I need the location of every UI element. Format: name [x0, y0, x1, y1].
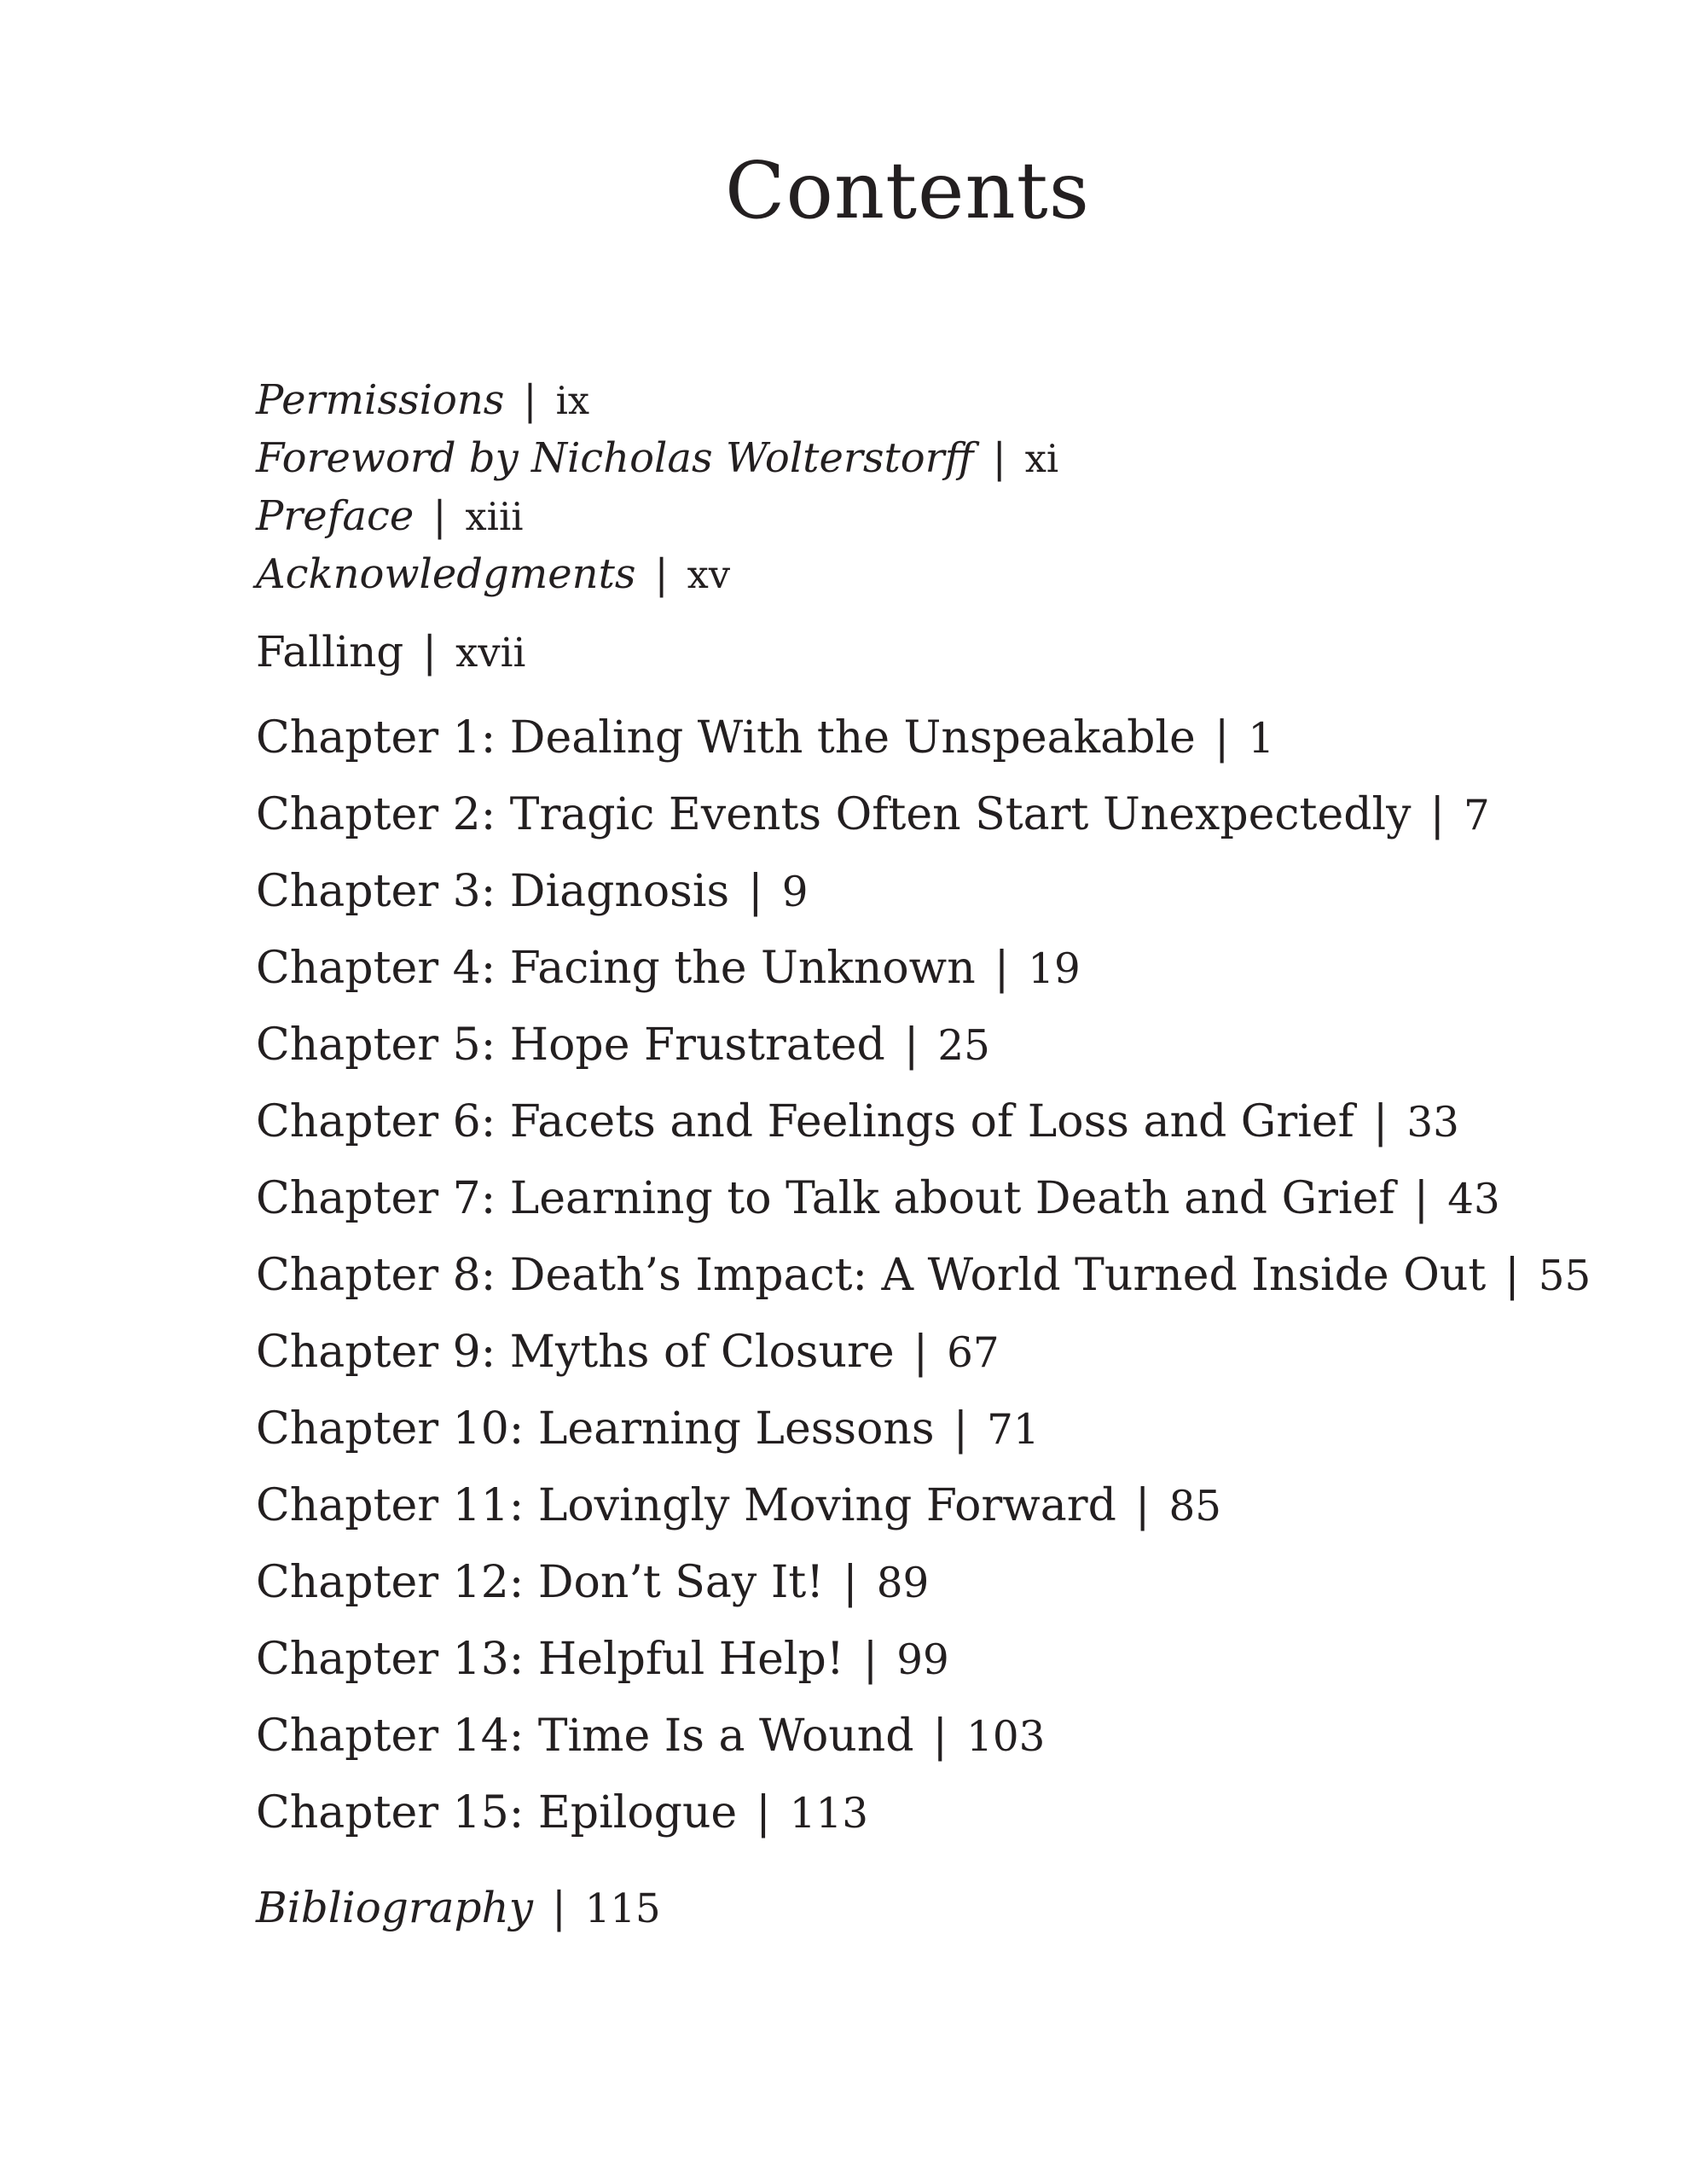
entry-label: Chapter 3: Diagnosis: [256, 866, 730, 917]
entry-label: Chapter 10: Learning Lessons: [256, 1403, 935, 1455]
falling-section: [256, 627, 1663, 716]
toc-entry-chapter-1[interactable]: [256, 712, 1663, 793]
entry-separator: |: [756, 1787, 771, 1838]
toc-entry-chapter-8[interactable]: [256, 1250, 1663, 1330]
entry-label: Acknowledgments: [256, 550, 636, 598]
toc-entry-chapter-15[interactable]: [256, 1787, 1663, 1867]
entry-page-number: 9: [781, 868, 809, 916]
toc-entry-chapter-7[interactable]: [256, 1173, 1663, 1253]
entry-label: Chapter 11: Lovingly Moving Forward: [256, 1480, 1116, 1531]
entry-label: Bibliography: [256, 1883, 533, 1932]
entry-page-number: 19: [1028, 945, 1081, 993]
entry-separator: |: [552, 1883, 566, 1932]
entry-separator: |: [523, 376, 537, 424]
entry-page-number: 103: [966, 1713, 1046, 1761]
entry-page-number: xi: [1024, 437, 1059, 481]
entry-separator: |: [432, 492, 447, 540]
entry-label: Chapter 5: Hope Frustrated: [256, 1019, 885, 1071]
toc-entry-chapter-4[interactable]: [256, 943, 1663, 1023]
toc-entry-permissions[interactable]: [256, 376, 1663, 438]
toc-entry-chapter-13[interactable]: [256, 1634, 1663, 1714]
entry-page-number: 43: [1447, 1176, 1500, 1223]
entry-label: Chapter 2: Tragic Events Often Start Unexpectedly: [256, 789, 1412, 840]
entry-separator: |: [748, 866, 763, 917]
entry-separator: |: [992, 434, 1006, 482]
entry-separator: |: [1372, 1096, 1388, 1147]
entry-page-number: ix: [555, 379, 590, 423]
entry-separator: |: [1429, 789, 1446, 840]
entry-page-number: 89: [876, 1560, 930, 1607]
entry-separator: |: [994, 943, 1010, 994]
toc-entry-chapter-5[interactable]: [256, 1019, 1663, 1100]
entry-separator: |: [1413, 1173, 1429, 1224]
toc-entry-chapter-11[interactable]: [256, 1480, 1663, 1560]
entry-label: Chapter 4: Facing the Unknown: [256, 943, 976, 994]
entry-page-number: 7: [1464, 792, 1490, 839]
entry-page-number: xvii: [455, 630, 526, 676]
toc-entry-chapter-3[interactable]: [256, 866, 1663, 946]
chapter-list: [256, 712, 1663, 1867]
entry-page-number: 25: [937, 1022, 990, 1070]
toc-entry-chapter-14[interactable]: [256, 1711, 1663, 1791]
back-matter-list: [256, 1883, 1663, 1946]
entry-label: Chapter 9: Myths of Closure: [256, 1327, 895, 1378]
entry-page-number: 33: [1406, 1099, 1459, 1147]
entry-label: Chapter 13: Helpful Help!: [256, 1634, 844, 1685]
toc-entry-acknowledgments[interactable]: [256, 550, 1663, 612]
toc-entry-foreword[interactable]: [256, 434, 1663, 496]
toc-entry-chapter-6[interactable]: [256, 1096, 1663, 1176]
entry-separator: |: [1504, 1250, 1520, 1301]
entry-label: Falling: [256, 627, 404, 677]
entry-separator: |: [654, 550, 669, 598]
toc-entry-chapter-12[interactable]: [256, 1557, 1663, 1637]
entry-page-number: 55: [1538, 1252, 1591, 1300]
table-of-contents: [256, 376, 1663, 1946]
entry-label: Chapter 14: Time Is a Wound: [256, 1711, 914, 1762]
entry-separator: |: [862, 1634, 878, 1685]
page-title: Contents: [725, 145, 1090, 236]
toc-entry-preface[interactable]: [256, 492, 1663, 554]
entry-label: Preface: [256, 492, 415, 540]
entry-label: Chapter 7: Learning to Talk about Death and Grief: [256, 1173, 1395, 1224]
entry-separator: |: [1134, 1480, 1151, 1531]
entry-separator: |: [903, 1019, 919, 1071]
entry-separator: |: [422, 627, 438, 677]
toc-entry-bibliography[interactable]: [256, 1883, 1663, 1946]
toc-entry-falling[interactable]: [256, 627, 1663, 716]
entry-label: Chapter 12: Don’t Say It!: [256, 1557, 825, 1608]
entry-page-number: 1: [1248, 715, 1275, 763]
toc-entry-chapter-10[interactable]: [256, 1403, 1663, 1484]
entry-label: Permissions: [256, 376, 505, 424]
entry-separator: |: [953, 1403, 969, 1455]
entry-page-number: 85: [1168, 1483, 1221, 1531]
entry-page-number: 71: [987, 1406, 1040, 1454]
toc-entry-chapter-9[interactable]: [256, 1327, 1663, 1407]
entry-page-number: 115: [584, 1885, 661, 1931]
entry-label: Foreword by Nicholas Wolterstorff: [256, 434, 974, 482]
entry-page-number: 113: [789, 1790, 869, 1838]
entry-label: Chapter 8: Death’s Impact: A World Turned Inside Out: [256, 1250, 1487, 1301]
entry-page-number: 99: [896, 1636, 949, 1684]
front-matter-list: [256, 376, 1663, 612]
entry-label: Chapter 6: Facets and Feelings of Loss and Grief: [256, 1096, 1354, 1147]
entry-separator: |: [932, 1711, 948, 1762]
entry-page-number: xiii: [465, 495, 524, 539]
entry-separator: |: [913, 1327, 929, 1378]
entry-separator: |: [843, 1557, 858, 1608]
toc-entry-chapter-2[interactable]: [256, 789, 1663, 869]
entry-page-number: 67: [947, 1329, 1000, 1377]
entry-page-number: xv: [687, 553, 731, 597]
entry-label: Chapter 15: Epilogue: [256, 1787, 738, 1838]
entry-label: Chapter 1: Dealing With the Unspeakable: [256, 712, 1196, 764]
entry-separator: |: [1214, 712, 1230, 764]
